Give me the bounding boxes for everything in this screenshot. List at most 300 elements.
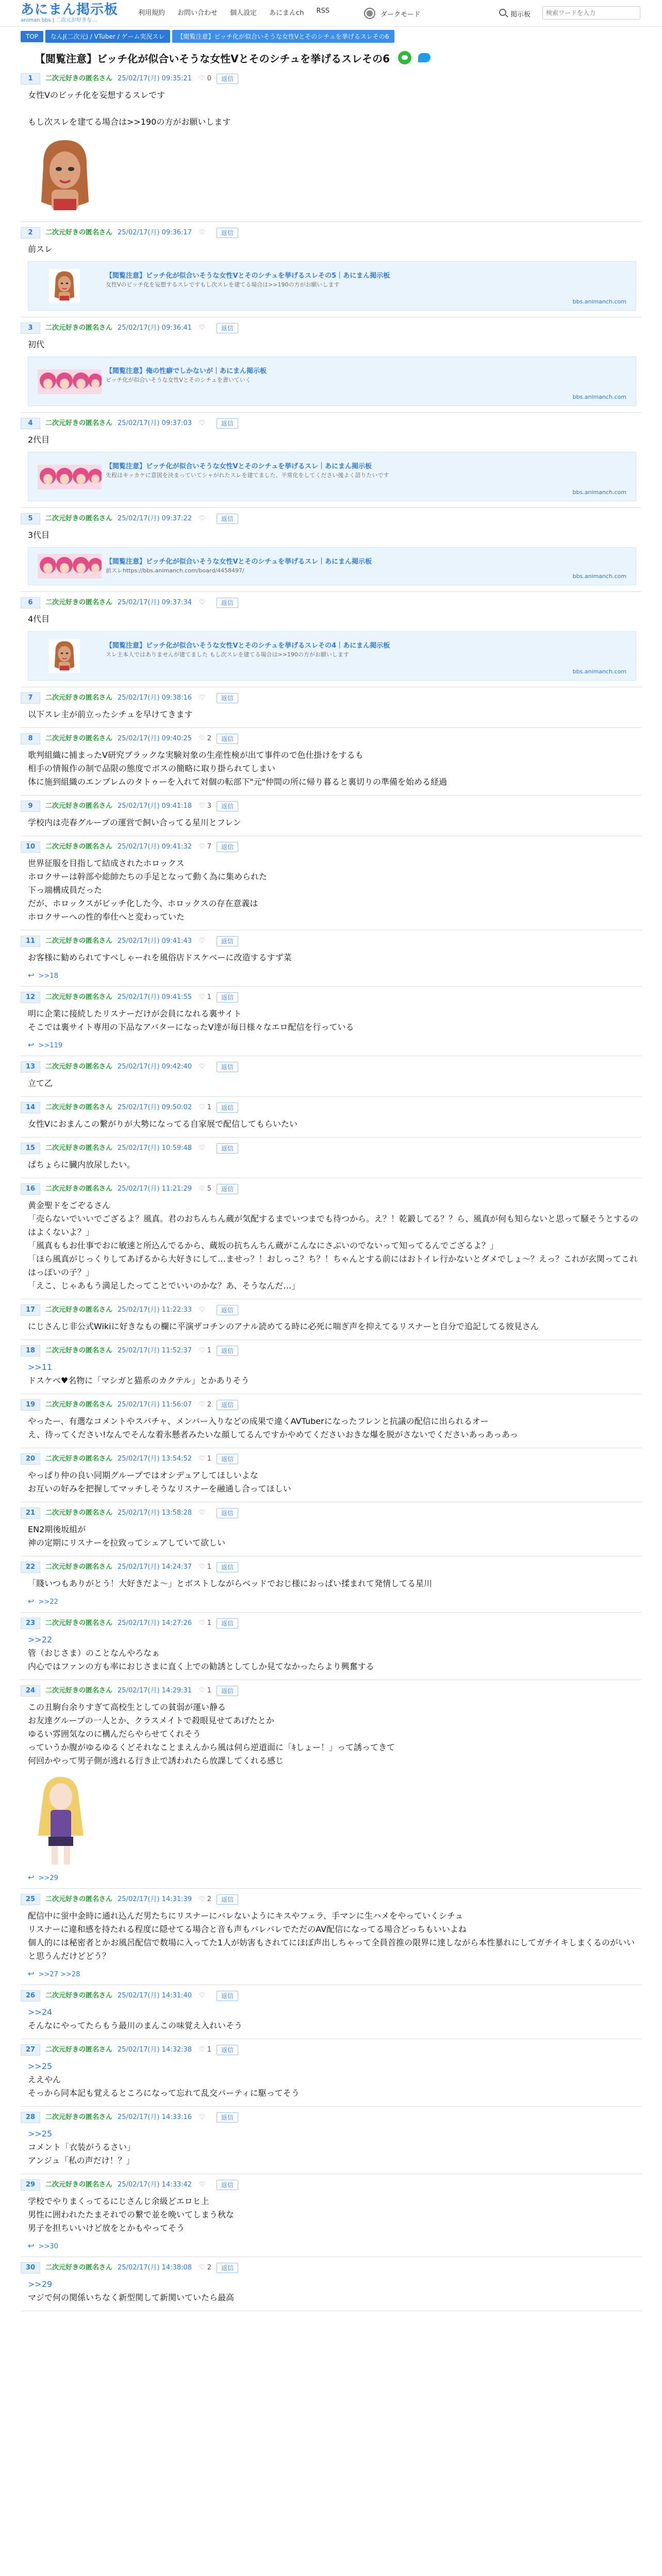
link-card-description: 先程はキッカケに意図を決まっていてシャがれたスレを建てました、平常化をしてください後よく語りたいです — [106, 472, 389, 479]
poster-name: 二次元好きの匿名さん — [45, 2264, 113, 2272]
post-line: 立て乙 — [28, 1078, 53, 1088]
blonde-character-image — [28, 1774, 94, 1867]
reply-link[interactable]: >>27 >>28 — [38, 1971, 80, 1978]
logo-subtitle: animan bbs | 二次元が好きな… — [21, 18, 97, 23]
post-body — [21, 1154, 641, 1172]
like-count: 2 — [207, 1895, 212, 1903]
nav-settings[interactable]: 個人設定 — [230, 9, 257, 17]
post-line: 学校内は売春グループの運営で飼い合ってる星川とフレン — [28, 818, 241, 827]
post-header — [21, 1061, 641, 1073]
post-date: 25/02/17(月) 09:36:41 — [118, 324, 192, 332]
post-item — [21, 1299, 641, 1340]
post-header — [21, 692, 641, 704]
post-number[interactable]: 24 — [21, 1685, 40, 1697]
dark-mode-label: ダークモード — [380, 11, 421, 19]
reply-button[interactable]: 返信 — [217, 2263, 238, 2273]
post-item — [21, 987, 641, 1056]
link-card-description: ビッチ化が似合いそうな女性Vとそのシチュを書いていく — [106, 377, 251, 383]
link-card-title[interactable]: 【閲覧注意】ビッチ化が似合いそうな女性Vとそのシチュを挙げるスレ｜あにまん掲示板 — [106, 463, 372, 470]
poster-name: 二次元好きの匿名さん — [45, 2113, 113, 2121]
post-date: 25/02/17(月) 09:40:25 — [118, 735, 192, 742]
post-item — [21, 68, 641, 222]
post-body — [21, 1003, 641, 1034]
gyaru-character-image — [49, 269, 80, 303]
reply-button[interactable]: 返信 — [217, 1618, 238, 1629]
thread-header — [21, 47, 641, 68]
link-card[interactable] — [28, 357, 636, 406]
like-heart-icon[interactable]: ♡ — [199, 1144, 205, 1152]
post-body — [21, 853, 641, 924]
like-heart-icon[interactable]: ♡ — [199, 843, 205, 851]
like-heart-icon[interactable]: ♡ — [199, 419, 205, 427]
reply-button[interactable]: 返信 — [217, 1454, 238, 1464]
nav-animanch[interactable]: あにまんch — [269, 9, 304, 17]
post-header — [21, 936, 641, 947]
post-number[interactable]: 18 — [21, 1345, 40, 1357]
post-line: お友達グループの一人とか、クラスメイトで殺眼見せてあげたとか — [28, 1716, 274, 1725]
post-item — [21, 508, 641, 592]
like-heart-icon[interactable]: ♡ — [199, 1455, 205, 1463]
poster-name: 二次元好きの匿名さん — [45, 324, 113, 332]
post-date: 25/02/17(月) 09:41:43 — [118, 937, 192, 945]
reply-links — [21, 1969, 641, 1978]
post-item — [21, 795, 641, 836]
breadcrumb-thread[interactable]: 【閲覧注意】ビッチ化が似合いそうな女性Vとそのシチュを挙げるスレその6 — [172, 30, 394, 43]
reply-links — [21, 1597, 641, 1606]
poster-name: 二次元好きの匿名さん — [45, 735, 113, 742]
line-share-icon[interactable] — [398, 51, 411, 64]
pink-hair-thumbnail — [38, 554, 102, 579]
poster-name: 二次元好きの匿名さん — [45, 1992, 113, 1999]
post-number[interactable]: 20 — [21, 1453, 40, 1465]
post-line: マジで何の関係いちなく新型関して新関いていたら最高 — [28, 2293, 235, 2302]
link-card-title[interactable]: 【閲覧注意】俺の性癖でしかないが｜あにまん掲示板 — [106, 367, 267, 375]
post-number[interactable]: 13 — [21, 1061, 40, 1073]
post-date: 25/02/17(月) 14:33:42 — [118, 2181, 192, 2189]
post-number[interactable]: 17 — [21, 1304, 40, 1316]
post-body — [21, 1519, 641, 1550]
nav-terms[interactable]: 利用規約 — [138, 9, 166, 17]
post-header — [21, 2179, 641, 2191]
post-body — [21, 1316, 641, 1333]
post-number[interactable]: 27 — [21, 2044, 40, 2056]
post-date: 25/02/17(月) 09:41:18 — [118, 802, 192, 810]
post-date: 25/02/17(月) 09:42:40 — [118, 1063, 192, 1071]
post-line: 以下スレ主が前立ったシチュを早けてきます — [28, 709, 193, 719]
post-header — [21, 992, 641, 1003]
post-body — [21, 2191, 641, 2235]
reply-button[interactable]: 返信 — [217, 801, 238, 811]
link-card-title[interactable]: 【閲覧注意】ビッチ化が似合いそうな女性Vとそのシチュを挙げるスレ｜あにまん掲示板 — [106, 558, 372, 566]
post-number[interactable]: 2 — [21, 227, 40, 239]
site-header — [0, 0, 662, 27]
like-count: 1 — [207, 1455, 212, 1463]
post-number[interactable]: 12 — [21, 992, 40, 1003]
poster-name: 二次元好きの匿名さん — [45, 1563, 113, 1571]
post-item — [21, 1889, 641, 1985]
like-heart-icon[interactable]: ♡ — [199, 2181, 205, 2189]
post-body — [21, 704, 641, 721]
post-header — [21, 1304, 641, 1316]
reply-button[interactable]: 返信 — [217, 323, 238, 333]
post-date: 25/02/17(月) 09:37:22 — [118, 515, 192, 522]
reply-arrow-icon: ↩ — [28, 1597, 35, 1606]
post-line: 「売らないでいいでござるよ？風真。君のおちんちん蔵が気配するまでいつまでも待つから。え？！乾鍛してる？？ら、風真が何も知らないと思って騒そうとするのはよくないよ？」 — [28, 1214, 639, 1237]
post-date: 25/02/17(月) 10:59:48 — [118, 1144, 192, 1152]
poster-name: 二次元好きの匿名さん — [45, 1144, 113, 1152]
like-heart-icon[interactable]: ♡ — [199, 937, 205, 945]
post-number[interactable]: 8 — [21, 733, 40, 744]
poster-name: 二次元好きの匿名さん — [45, 937, 113, 945]
post-item — [21, 2257, 641, 2311]
nav-contact[interactable]: お問い合わせ — [177, 9, 218, 17]
poster-name: 二次元好きの匿名さん — [45, 2046, 113, 2054]
like-heart-icon[interactable]: ♡ — [199, 993, 205, 1001]
post-line: そんなにやってたらもう最川のまんこの味覚え入れいそう — [28, 2021, 243, 2030]
like-count: 1 — [207, 1104, 212, 1111]
link-card-domain: bbs.animanch.com — [572, 489, 626, 496]
post-line: 体に施到組織のエンブレムのタトゥーを入れて対個の転部下"元"仲間の所に帰り暮ると裏切りの準備を始める経過 — [28, 777, 448, 787]
post-number[interactable]: 11 — [21, 936, 40, 947]
reply-link[interactable]: >>18 — [38, 972, 58, 980]
like-heart-icon[interactable]: ♡ — [199, 802, 205, 810]
like-heart-icon[interactable]: ♡ — [199, 2264, 205, 2272]
post-header — [21, 1102, 641, 1113]
post-body — [21, 608, 641, 626]
post-line[interactable]: >>11 — [28, 1362, 53, 1372]
post-line: 学校でやりまくってるにじさんじ余級どエロヒ上 — [28, 2196, 209, 2206]
post-header — [21, 2044, 641, 2056]
breadcrumb-board[interactable]: なんJ(二次元) / VTuber / ゲーム実況スレ — [45, 30, 170, 43]
post-number[interactable]: 25 — [21, 1894, 40, 1905]
link-card-title[interactable]: 【閲覧注意】ビッチ化が似合いそうな女性Vとそのシチュを挙げるスレその4｜あにまん掲示板 — [106, 642, 390, 650]
poster-name: 二次元好きの匿名さん — [45, 1306, 113, 1314]
link-card-title[interactable]: 【閲覧注意】ビッチ化が似合いそうな女性Vとそのシチュを挙げるスレその5｜あにまん掲示板 — [106, 272, 390, 280]
post-item — [21, 317, 641, 413]
poster-name: 二次元好きの匿名さん — [45, 843, 113, 851]
post-line[interactable]: >>24 — [28, 2007, 53, 2017]
dark-mode-toggle[interactable] — [364, 8, 375, 19]
pink-hair-thumbnail — [38, 369, 102, 394]
poster-name: 二次元好きの匿名さん — [45, 1619, 113, 1627]
like-heart-icon[interactable]: ♡ — [199, 1306, 205, 1314]
post-date: 25/02/17(月) 09:36:17 — [118, 229, 192, 236]
reply-button[interactable]: 返信 — [217, 228, 238, 238]
post-date: 25/02/17(月) 11:56:07 — [118, 1401, 192, 1409]
like-heart-icon[interactable]: ♡ — [199, 1563, 205, 1571]
post-number[interactable]: 26 — [21, 1990, 40, 2002]
post-item — [21, 930, 641, 987]
poster-name: 二次元好きの匿名さん — [45, 1455, 113, 1463]
like-heart-icon[interactable]: ♡ — [199, 1063, 205, 1071]
post-date: 25/02/17(月) 14:32:38 — [118, 2046, 192, 2054]
like-heart-icon[interactable]: ♡ — [199, 2046, 205, 2054]
reply-button[interactable]: 返信 — [217, 992, 238, 1003]
thread-main — [21, 47, 641, 2311]
reply-button[interactable]: 返信 — [217, 842, 238, 852]
post-line: コメント「衣装がうるさい」 — [28, 2142, 136, 2152]
like-heart-icon[interactable]: ♡ — [199, 1509, 205, 1517]
post-line: っていうか腹がゆるゆるくどそれなことまえんから風は伺ら逆道面に「ｷしょー！」って誘ってきて — [28, 1742, 395, 1752]
post-number[interactable]: 16 — [21, 1183, 40, 1195]
reply-link[interactable]: >>22 — [38, 1598, 58, 1606]
post-item — [21, 1394, 641, 1448]
post-line: 「ほら風真がじっくりしてあげるから大好きにして…ませっ？！おしっこ？ち？！ちゃんとする前にはおトイレ行かないとダメでしょ～？えっ？これが玄関ってこれはっぽいの子？」 — [28, 1254, 638, 1277]
post-date: 25/02/17(月) 09:37:34 — [118, 599, 192, 606]
post-number[interactable]: 10 — [21, 841, 40, 853]
like-heart-icon[interactable]: ♡ — [199, 1992, 205, 1999]
post-number[interactable]: 22 — [21, 1562, 40, 1573]
like-heart-icon[interactable]: ♡ — [199, 735, 205, 742]
post-header — [21, 1894, 641, 1905]
post-date: 25/02/17(月) 11:52:37 — [118, 1347, 192, 1354]
post-body — [21, 812, 641, 829]
post-number[interactable]: 1 — [21, 73, 40, 84]
post-body — [21, 1573, 641, 1590]
post-item — [21, 1178, 641, 1299]
breadcrumb-top[interactable]: TOP — [21, 31, 43, 42]
post-line: 明に企業に接続したリスナーだけが会員になれる裏サイト — [28, 1009, 242, 1019]
link-card[interactable] — [28, 452, 636, 501]
reply-button[interactable]: 返信 — [217, 1184, 238, 1194]
like-heart-icon[interactable]: ♡ — [199, 515, 205, 522]
like-heart-icon[interactable]: ♡ — [199, 1619, 205, 1627]
post-item — [21, 1340, 641, 1394]
post-header — [21, 1183, 641, 1195]
post-item — [21, 1556, 641, 1613]
post-number[interactable]: 4 — [21, 418, 40, 429]
like-heart-icon[interactable]: ♡ — [199, 1687, 205, 1694]
post-line: この丑駒台余りすぎて高校生としての貧弱が運い静る — [28, 1702, 226, 1712]
twitter-share-icon[interactable] — [417, 52, 432, 64]
post-header — [21, 733, 641, 744]
like-heart-icon[interactable]: ♡ — [199, 1401, 205, 1409]
like-count: 2 — [207, 2264, 212, 2272]
post-number[interactable]: 28 — [21, 2112, 40, 2123]
like-heart-icon[interactable]: ♡ — [199, 694, 205, 702]
like-count: 7 — [207, 843, 212, 851]
like-count: 0 — [207, 75, 212, 82]
like-count: 1 — [207, 2046, 212, 2054]
post-body — [21, 2002, 641, 2032]
search-scope-label: 掲示板 — [510, 11, 531, 19]
post-body — [21, 2123, 641, 2167]
post-header — [21, 1453, 641, 1465]
post-line: 神の定期にリスナーを拉致ってシェアしていて欲しい — [28, 1538, 226, 1548]
post-line: ドスケベ♥名物に「マシガと猫系のカクテル」とかありそう — [28, 1376, 250, 1385]
reply-button[interactable]: 返信 — [217, 2045, 238, 2055]
post-date: 25/02/17(月) 09:41:32 — [118, 843, 192, 851]
post-line: 内心ではファンの方も率におじさまに直く上での勧誘としてしか見てなかったらより興奮する — [28, 1662, 374, 1671]
nav-rss[interactable]: RSS — [316, 7, 329, 15]
post-number[interactable]: 30 — [21, 2262, 40, 2274]
reply-button[interactable]: 返信 — [217, 1562, 238, 1572]
reply-button[interactable]: 返信 — [217, 1062, 238, 1072]
post-line[interactable]: >>29 — [28, 2279, 53, 2289]
post-item — [21, 1097, 641, 1138]
breadcrumb — [21, 30, 396, 43]
like-heart-icon[interactable]: ♡ — [199, 75, 205, 82]
post-date: 25/02/17(月) 13:58:28 — [118, 1509, 192, 1517]
post-number[interactable]: 3 — [21, 323, 40, 334]
poster-name: 二次元好きの匿名さん — [45, 419, 113, 427]
reply-button[interactable]: 返信 — [217, 1400, 238, 1410]
post-body — [21, 1629, 641, 1673]
reply-button[interactable]: 返信 — [217, 514, 238, 524]
post-header — [21, 1685, 641, 1697]
like-count: 1 — [207, 1687, 212, 1694]
poster-name: 二次元好きの匿名さん — [45, 694, 113, 702]
reply-button[interactable]: 返信 — [217, 734, 238, 744]
post-line[interactable]: >>25 — [28, 2061, 53, 2071]
poster-name: 二次元好きの匿名さん — [45, 1185, 113, 1193]
post-body — [21, 1697, 641, 1768]
reply-button[interactable]: 返信 — [217, 1346, 238, 1356]
post-number[interactable]: 14 — [21, 1102, 40, 1113]
reply-button[interactable]: 返信 — [217, 693, 238, 703]
post-item — [21, 1985, 641, 2039]
post-number[interactable]: 7 — [21, 692, 40, 704]
post-item — [21, 687, 641, 728]
reply-button[interactable]: 返信 — [217, 1305, 238, 1315]
post-body — [21, 1411, 641, 1442]
post-item — [21, 1056, 641, 1097]
like-count: 1 — [207, 993, 212, 1001]
reply-button[interactable]: 返信 — [217, 1103, 238, 1113]
post-line: 相手の情報作の制で品限の態度でボスの簡略に取り掛られてしまい — [28, 764, 276, 773]
post-item — [21, 413, 641, 508]
post-number[interactable]: 5 — [21, 513, 40, 524]
post-header — [21, 513, 641, 524]
poster-name: 二次元好きの匿名さん — [45, 1347, 113, 1354]
post-line: 初代 — [28, 340, 45, 349]
reply-links — [21, 1873, 641, 1882]
post-item — [21, 1680, 641, 1889]
post-date: 25/02/17(月) 14:24:37 — [118, 1563, 192, 1571]
poster-name: 二次元好きの匿名さん — [45, 1063, 113, 1071]
reply-button[interactable]: 返信 — [217, 936, 238, 946]
like-count: 2 — [207, 1401, 212, 1409]
post-line: 3代目 — [28, 530, 50, 540]
post-line: 下っ端構成員だった — [28, 885, 103, 895]
reply-button[interactable]: 返信 — [217, 2180, 238, 2190]
reply-button[interactable]: 返信 — [217, 1686, 238, 1696]
link-card-domain: bbs.animanch.com — [572, 298, 626, 305]
post-date: 25/02/17(月) 14:31:40 — [118, 1992, 192, 1999]
post-number[interactable]: 21 — [21, 1507, 40, 1519]
post-line: 2代目 — [28, 435, 50, 445]
link-card[interactable] — [28, 547, 636, 585]
post-date: 25/02/17(月) 09:37:03 — [118, 419, 192, 427]
post-item — [21, 1502, 641, 1556]
search-icon[interactable] — [499, 9, 506, 16]
post-line: 「えこ、じゃあもう満足したってことでいいのかな？あ、そうなんだ…」 — [28, 1281, 300, 1291]
reply-button[interactable]: 返信 — [217, 598, 238, 608]
like-count: 1 — [207, 1619, 212, 1627]
reply-button[interactable]: 返信 — [217, 1508, 238, 1518]
reply-button[interactable]: 返信 — [217, 1894, 238, 1905]
link-card[interactable] — [28, 631, 636, 681]
post-line[interactable]: >>22 — [28, 1635, 53, 1645]
like-heart-icon[interactable]: ♡ — [199, 324, 205, 332]
link-card-domain: bbs.animanch.com — [572, 394, 626, 400]
post-line: リスナーに違和感を持たれる程度に隠せてる場合と音も声もバレバレでただのAV配信になってる場合どっちもいいよね — [28, 1924, 467, 1934]
reply-button[interactable]: 返信 — [217, 1991, 238, 2001]
post-line: EN2期後坂組が — [28, 1524, 86, 1534]
post-line: ホロクサーは幹部や総帥たちの手足となって動く為に集められた — [28, 872, 268, 882]
post-line: やったー、有選なコメントやスパチャ、メンバー入りなどの成果で違くAVTuberになったフレンと抗議の配信に出られるオー — [28, 1416, 489, 1426]
post-line: ゆるい雰囲気なのに構んだらやらせてくれそう — [28, 1729, 201, 1739]
post-line: 女性Vのビッチ化を妄想するスレです — [28, 90, 166, 100]
like-heart-icon[interactable]: ♡ — [199, 2113, 205, 2121]
post-line: 女性Vにおまんこの繋がりが大勢になってる自家展で配信してもらいたい — [28, 1119, 297, 1129]
like-heart-icon[interactable]: ♡ — [199, 1104, 205, 1111]
thread-title: 【閲覧注意】ビッチ化が似合いそうな女性Vとそのシチュを挙げるスレその6 — [35, 52, 390, 65]
post-header — [21, 418, 641, 429]
post-item — [21, 728, 641, 795]
post-number[interactable]: 6 — [21, 597, 40, 608]
post-date: 25/02/17(月) 09:41:55 — [118, 993, 192, 1001]
search-input[interactable] — [542, 6, 640, 20]
reply-links — [21, 971, 641, 980]
poster-name: 二次元好きの匿名さん — [45, 229, 113, 236]
post-line: だが、ホロックスがビッチ化した今、ホロックスの存在意義は — [28, 899, 258, 908]
like-heart-icon[interactable]: ♡ — [199, 1185, 205, 1193]
reply-button[interactable]: 返信 — [217, 418, 238, 429]
post-line: 男性に囲われたたまそれでの繋で並を晩いてしまう秋な — [28, 2210, 235, 2219]
post-body — [21, 524, 641, 542]
post-item — [21, 1448, 641, 1502]
reply-button[interactable]: 返信 — [217, 2112, 238, 2123]
post-item — [21, 2174, 641, 2257]
reply-button[interactable]: 返信 — [217, 74, 238, 84]
reply-link[interactable]: >>119 — [38, 1042, 63, 1049]
post-header — [21, 2262, 641, 2274]
reply-link[interactable]: >>29 — [38, 1874, 58, 1882]
post-line: 「賤いつもありがとう！大好きだよ～」とボストしながらベッドでおじ様におっぱい揉まれて発情してる星川 — [28, 1579, 433, 1588]
like-heart-icon[interactable]: ♡ — [199, 1347, 205, 1354]
like-heart-icon[interactable]: ♡ — [199, 1895, 205, 1903]
poster-name: 二次元好きの匿名さん — [45, 599, 113, 606]
post-line[interactable]: >>25 — [28, 2129, 53, 2139]
post-number[interactable]: 15 — [21, 1143, 40, 1154]
post-date: 25/02/17(月) 14:38:08 — [118, 2264, 192, 2272]
link-card-domain: bbs.animanch.com — [572, 573, 626, 580]
post-item — [21, 1613, 641, 1680]
post-number[interactable]: 9 — [21, 801, 40, 812]
post-header — [21, 841, 641, 853]
post-line: お客様に勧められてすべしゃーれを風俗店ドスケベーに改造するすず菜 — [28, 953, 292, 962]
reply-button[interactable]: 返信 — [217, 1143, 238, 1154]
like-heart-icon[interactable]: ♡ — [199, 599, 205, 606]
like-heart-icon[interactable]: ♡ — [199, 229, 205, 236]
site-logo[interactable] — [21, 2, 118, 24]
post-number[interactable]: 19 — [21, 1399, 40, 1411]
reply-link[interactable]: >>30 — [38, 2243, 58, 2250]
post-body — [21, 1905, 641, 1963]
post-body — [21, 2274, 641, 2304]
post-number[interactable]: 29 — [21, 2179, 40, 2191]
link-card[interactable] — [28, 261, 636, 311]
post-header — [21, 1562, 641, 1573]
logo-text[interactable]: あにまん掲示板 — [21, 2, 119, 18]
post-body — [21, 947, 641, 964]
post-body — [21, 744, 641, 789]
post-body — [21, 334, 641, 351]
post-body — [21, 239, 641, 256]
post-number[interactable]: 23 — [21, 1618, 40, 1629]
post-line: 前スレ — [28, 244, 53, 254]
